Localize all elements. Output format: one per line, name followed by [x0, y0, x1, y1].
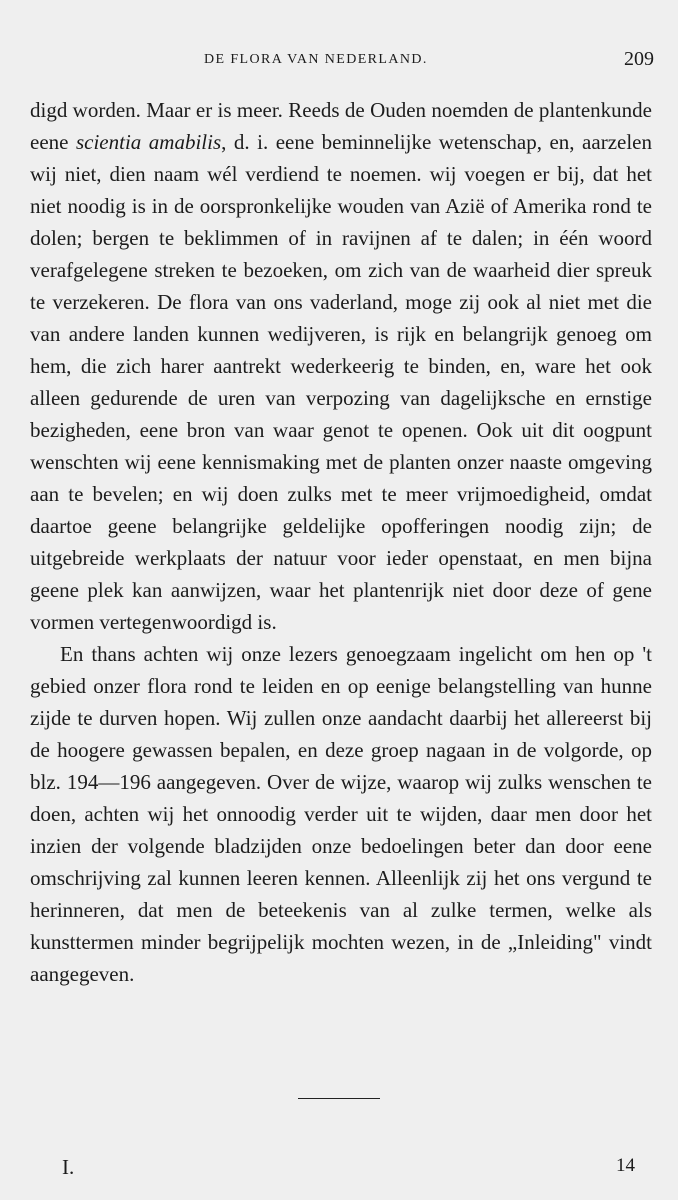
page-number: 209 [624, 48, 654, 70]
paragraph-1 [30, 94, 652, 638]
sheet-number: 14 [616, 1155, 635, 1176]
italic-phrase: scientia amabilis [75, 130, 222, 154]
running-head [0, 48, 678, 72]
text-segment: digd worden. Maar er is meer. Reeds de Ouden noemden de plantenkunde eene [30, 98, 652, 154]
body-text [30, 94, 652, 1074]
separator-rule [298, 1098, 380, 1099]
text-segment: En thans achten wij onze lezers genoegzaam ingelicht om hen op 't gebied onzer flora rond te leiden en op eenige belangstelling van hunne zijde te durven hopen. Wij zullen onze aandacht daarbij het allereerst bij de hoogere gewassen bepalen, en deze groep nagaan in de volgorde, op blz. 194—196 aangegeven. Over de wijze, waarop wij zulks wenschen te doen, achten wij het onnoodig verder uit te wijden, daar men door het inzien der volgende bladzijden onze bedoelingen beter dan door eene omschrijving zal kunnen leeren kennen. Alleenlijk zij het ons vergund te herinneren, dat men de beteekenis van al zulke termen, welke als kunsttermen minder begrijpelijk mochten wezen, in de „Inleiding" vindt aangegeven. [30, 642, 652, 986]
paragraph-2 [30, 638, 652, 990]
signature-mark: I. [62, 1155, 75, 1179]
text-segment: , d. i. eene beminnelijke wetenschap, en, aarzelen wij niet, dien naam wél verdiend te noemen. wij voegen er bij, dat het niet noodig is in de oorspronkelijke wouden van Azië of Amerika rond te dolen; bergen te beklimmen of in ravijnen af te dalen; in één woord verafgelegene streken te bezoeken, om zich van de waarheid dier spreuk te verzekeren. De flora van ons vaderland, moge zij ook al niet met die van andere landen kunnen wedijveren, is rijk en belangrijk genoeg om hem, die zich harer aantrekt wederkeerig te binden, en, ware het ook alleen gedurende de uren van verpozing van dagelijksche en ernstige bezigheden, eene bron van waar genot te openen. Ook uit dit oogpunt wenschten wij eene kennismaking met de planten onzer naaste omgeving aan te bevelen; en wij doen zulks met te meer vrijmoedigheid, omdat daartoe geene belangrijke geldelijke opofferingen noodig zijn; de uitgebreide werkplaats der natuur voor ieder openstaat, en men bijna geene plek kan aanwijzen, waar het plantenrijk niet door deze of gene vormen vertegenwoordigd is. [30, 130, 652, 634]
running-title: DE FLORA VAN NEDERLAND. [204, 52, 428, 67]
